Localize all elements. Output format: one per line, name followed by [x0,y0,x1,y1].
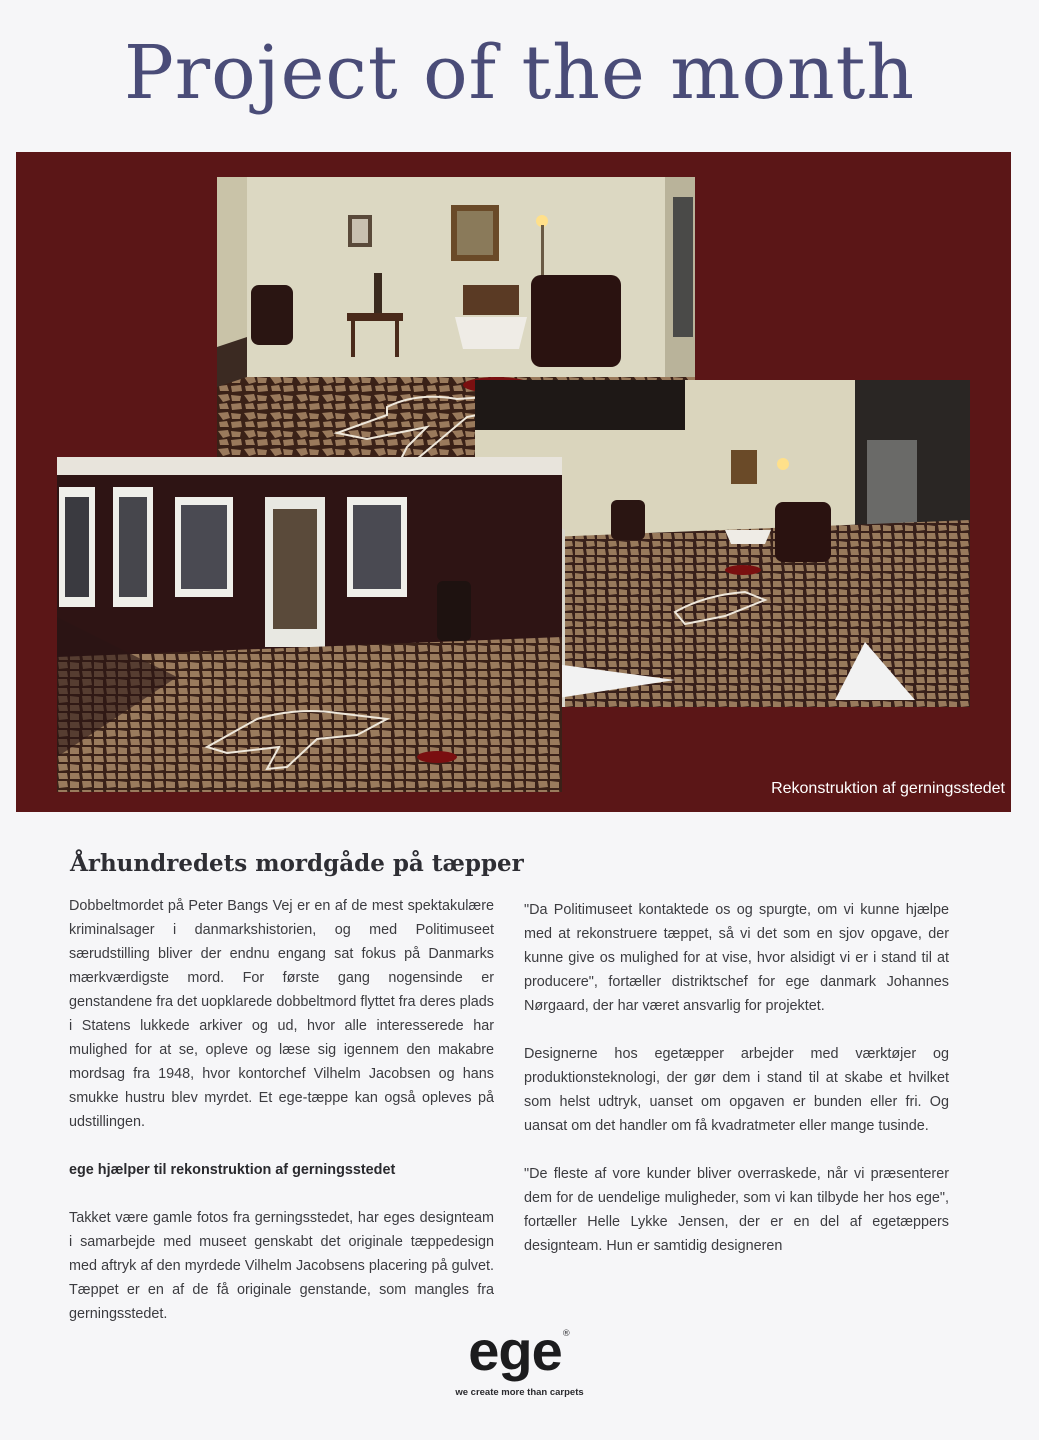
body-paragraph: Takket være gamle fotos fra gerningsstedet, har eges designteam i samarbejde med museet genskabt det originale tæppedesign med aftryk af den myrdede Vilhelm Jacobsens placering på gulvet. Tæppet er en af de få originale genstande, som mangles fra gerningsstedet. [69,1210,494,1322]
ege-logo [0,1319,1039,1398]
quote-paragraph-1: "Da Politimuseet kontaktede os og spurgte, om vi kunne hjælpe med at rekonstruere tæppet, så vi det som en sjov opgave, der kunne give os mulighed for at vise, hvor alsidigt vi er i stand til at producere", fortæller distriktschef for ege danmark Johannes Nørgaard, der har været ansvarlig for projektet. [524,902,949,1014]
photo-panel [16,152,1011,812]
article-heading: Århundredets mordgåde på tæpper [70,850,524,877]
page-title: Project of the month [123,30,916,116]
article-subheading: ege hjælper til rekonstruktion af gerningsstedet [69,1162,396,1178]
logo-wordmark: ege [468,1319,562,1382]
intro-paragraph: Dobbeltmordet på Peter Bangs Vej er en af de mest spektakulære kriminalsager i danmarkshistorien, og med Politimuseet særudstilling bliver der endnu engang sat fokus på Danmarks mærkværdigste mord. For første gang nogensinde er genstandene fra det uopklarede dobbeltmord flyttet fra deres plads i Statens lukkede arkiver og ud, hvor alle interesserede har mulighed for at se, opleve og læse sig igennem den makabre mordsag fra 1948, hvor kontorchef Vilhelm Jacobsen og hans smukke hustru blev myrdet. Et ege-tæppe kan også opleves på udstillingen. [69,898,494,1130]
article-left-column [69,894,494,1350]
article-right-column [524,898,949,1282]
photo-exhibition-showcases [57,457,562,792]
body-paragraph-2: Designerne hos egetæpper arbejder med værktøjer og produktionsteknologi, der gør dem i stand til at skabe et hvilket som helst udtryk, uanset om opgaven er bunden eller fri. Og uansat om det handler om få kvadratmeter eller mange tusinde. [524,1046,949,1134]
quote-paragraph-2: "De fleste af vore kunder bliver overraskede, når vi præsenterer dem for de uendelige muligheder, som vi kan tilbyde her hos ege", fortæller Helle Lykke Jensen, der er en del af egetæppers designteam. Hun er samtidig designeren [524,1166,949,1254]
photo-caption: Rekonstruktion af gerningsstedet [771,780,1005,797]
logo-tagline: we create more than carpets [455,1387,584,1398]
registered-mark: ® [561,1329,571,1339]
